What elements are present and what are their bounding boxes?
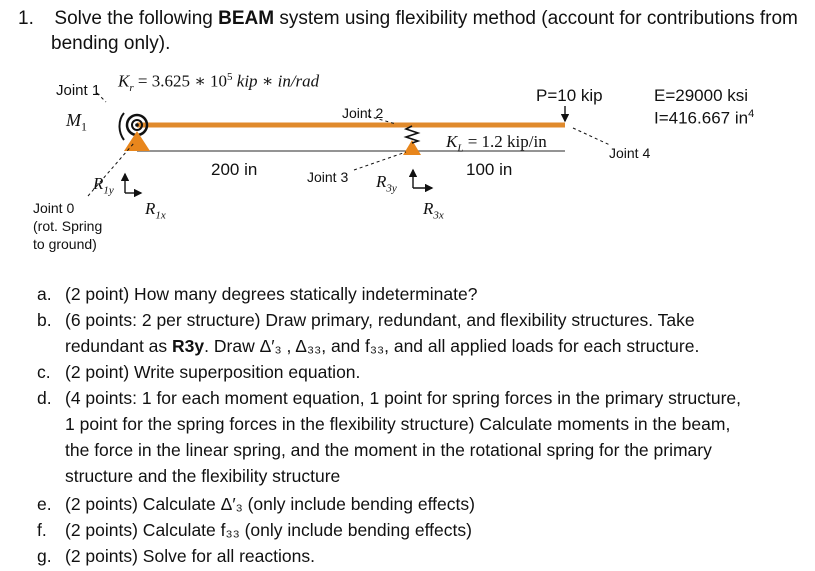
m1-label: $M_1$ — [66, 110, 87, 134]
question-d-line2: 1 point for the spring forces in the flexibility structure) Calculate moments in the beam, — [65, 414, 731, 434]
problem-line1-pre: Solve the following — [54, 8, 219, 29]
question-d-line4: structure and the flexibility structure — [65, 466, 341, 486]
kl-label: $K_L = 1.2$ kip/in — [446, 132, 547, 155]
problem-line2: bending only). — [51, 33, 171, 54]
r1y-label: $R_{1y}$ — [93, 174, 114, 197]
r3y-label: $R_{3y}$ — [376, 172, 397, 195]
question-g: g. (2 points) Solve for all reactions. — [37, 546, 315, 566]
problem-line1-post: system using flexibility method (account for contributions from — [274, 8, 798, 29]
load-label: P=10 kip — [536, 86, 603, 105]
pin-support-joint1 — [124, 131, 150, 151]
span2-label: 100 in — [466, 160, 513, 179]
question-d-line3: the force in the linear spring, and the moment in the rotational spring for the primary — [65, 440, 712, 460]
question-b: b. (6 points: 2 per structure) Draw primary, redundant, and flexibility structures. Take — [37, 310, 695, 330]
joint3-label: Joint 3 — [307, 169, 349, 185]
question-e: e. (2 points) Calculate Δ′₃ (only include bending effects) — [37, 494, 475, 514]
kr-label: $K_r = 3.625$ ∗ $10^5$ kip ∗ in/rad — [118, 71, 320, 95]
i-label: I=416.667 $in^4$ — [654, 108, 755, 128]
question-b-line2: redundant as R3y. Draw Δ′₃ , Δ₃₃, and f₃₃, and all applied loads for each structure. — [65, 336, 700, 356]
r1x-label: $R_{1x}$ — [145, 199, 166, 222]
problem-line1-bold: BEAM — [218, 8, 275, 29]
joint0-label: Joint 0 (rot. Spring to ground) — [33, 200, 103, 252]
span1-label: 200 in — [211, 160, 258, 179]
question-a: a. (2 point) How many degrees statically indeterminate? — [37, 284, 478, 304]
question-c: c. (2 point) Write superposition equation. — [37, 362, 361, 382]
question-f: f. (2 points) Calculate f₃₃ (only include bending effects) — [37, 520, 472, 540]
joint2-label: Joint 2 — [342, 105, 384, 121]
problem-number: 1. — [18, 8, 34, 29]
joint1-label: Joint 1 — [56, 82, 101, 99]
e-label: E=29000 ksi — [654, 86, 749, 105]
question-d: d. (4 points: 1 for each moment equation, 1 point for spring forces in the primary structure, — [37, 388, 742, 408]
r3x-label: $R_{3x}$ — [423, 199, 444, 222]
joint4-label: Joint 4 — [609, 145, 651, 161]
